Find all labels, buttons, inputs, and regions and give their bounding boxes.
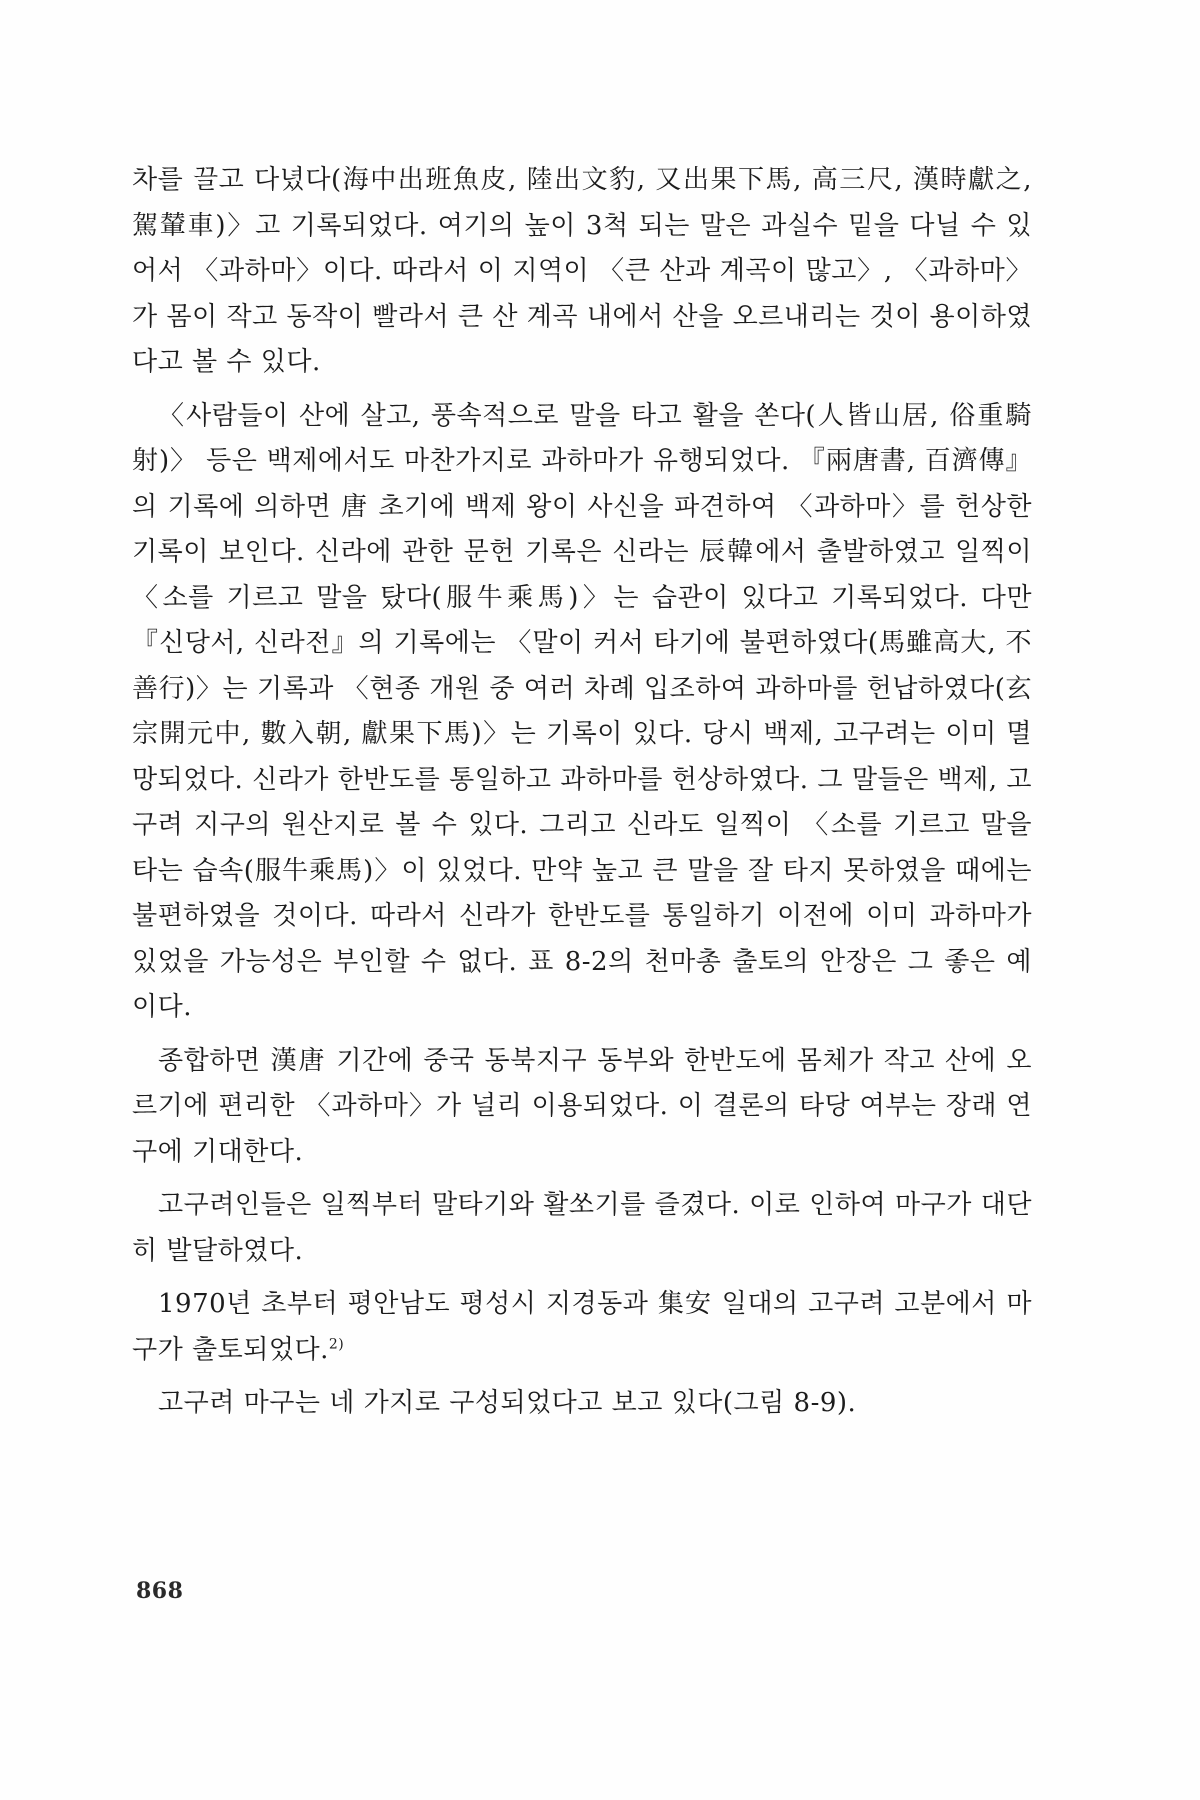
page-number: 868 bbox=[136, 1578, 184, 1604]
paragraph-6: 고구려 마구는 네 가지로 구성되었다고 보고 있다(그림 8-9). bbox=[158, 1388, 857, 1418]
paragraph-5-text: 1970년 초부터 평안남도 평성시 지경동과 集安 일대의 고구려 고분에서 마구가 출토되었다. bbox=[132, 1289, 1032, 1365]
paragraph-5 bbox=[132, 1282, 1032, 1373]
body-text bbox=[132, 158, 1032, 1435]
paragraph-1: 차를 끌고 다녔다(海中出班魚皮, 陸出文豹, 又出果下馬, 高三尺, 漢時獻之, 駕輦車)〉고 기록되었다. 여기의 높이 3척 되는 말은 과실수 밑을 다닐 수 있어서 〈과하마〉이다. 따라서 이 지역이 〈큰 산과 계곡이 많고〉, 〈과하마〉가 몸이 작고 동작이 빨라서 큰 산 계곡 내에서 산을 오르내리는 것이 용이하였다고 볼 수 있다. bbox=[132, 165, 1032, 377]
paragraph-4: 고구려인들은 일찍부터 말타기와 활쏘기를 즐겼다. 이로 인하여 마구가 대단히 발달하였다. bbox=[132, 1190, 1032, 1266]
paragraph-2: 〈사람들이 산에 살고, 풍속적으로 말을 타고 활을 쏜다(人皆山居, 俗重騎射)〉 등은 백제에서도 마찬가지로 과하마가 유행되었다. 『兩唐書, 百濟傳』의 기록에 의하면 唐 초기에 백제 왕이 사신을 파견하여 〈과하마〉를 헌상한 기록이 보인다. 신라에 관한 문헌 기록은 신라는 辰韓에서 출발하였고 일찍이 〈소를 기르고 말을 탔다(服牛乘馬)〉는 습관이 있다고 기록되었다. 다만 『신당서, 신라전』의 기록에는 〈말이 커서 타기에 불편하였다(馬雖高大, 不善行)〉는 기록과 〈현종 개원 중 여러 차례 입조하여 과하마를 헌납하였다(玄宗開元中, 數入朝, 獻果下馬)〉는 기록이 있다. 당시 백제, 고구려는 이미 멸망되었다. 신라가 한반도를 통일하고 과하마를 헌상하였다. 그 말들은 백제, 고구려 지구의 원산지로 볼 수 있다. 그리고 신라도 일찍이 〈소를 기르고 말을 타는 습속(服牛乘馬)〉이 있었다. 만약 높고 큰 말을 잘 타지 못하였을 때에는 불편하였을 것이다. 따라서 신라가 한반도를 통일하기 이전에 이미 과하마가 있었을 가능성은 부인할 수 없다. 표 8-2의 천마총 출토의 안장은 그 좋은 예이다. bbox=[132, 400, 1032, 1022]
footnote-marker: 2) bbox=[328, 1335, 345, 1352]
paragraph-3: 종합하면 漢唐 기간에 중국 동북지구 동부와 한반도에 몸체가 작고 산에 오르기에 편리한 〈과하마〉가 널리 이용되었다. 이 결론의 타당 여부는 장래 연구에 기대한다. bbox=[132, 1045, 1032, 1167]
